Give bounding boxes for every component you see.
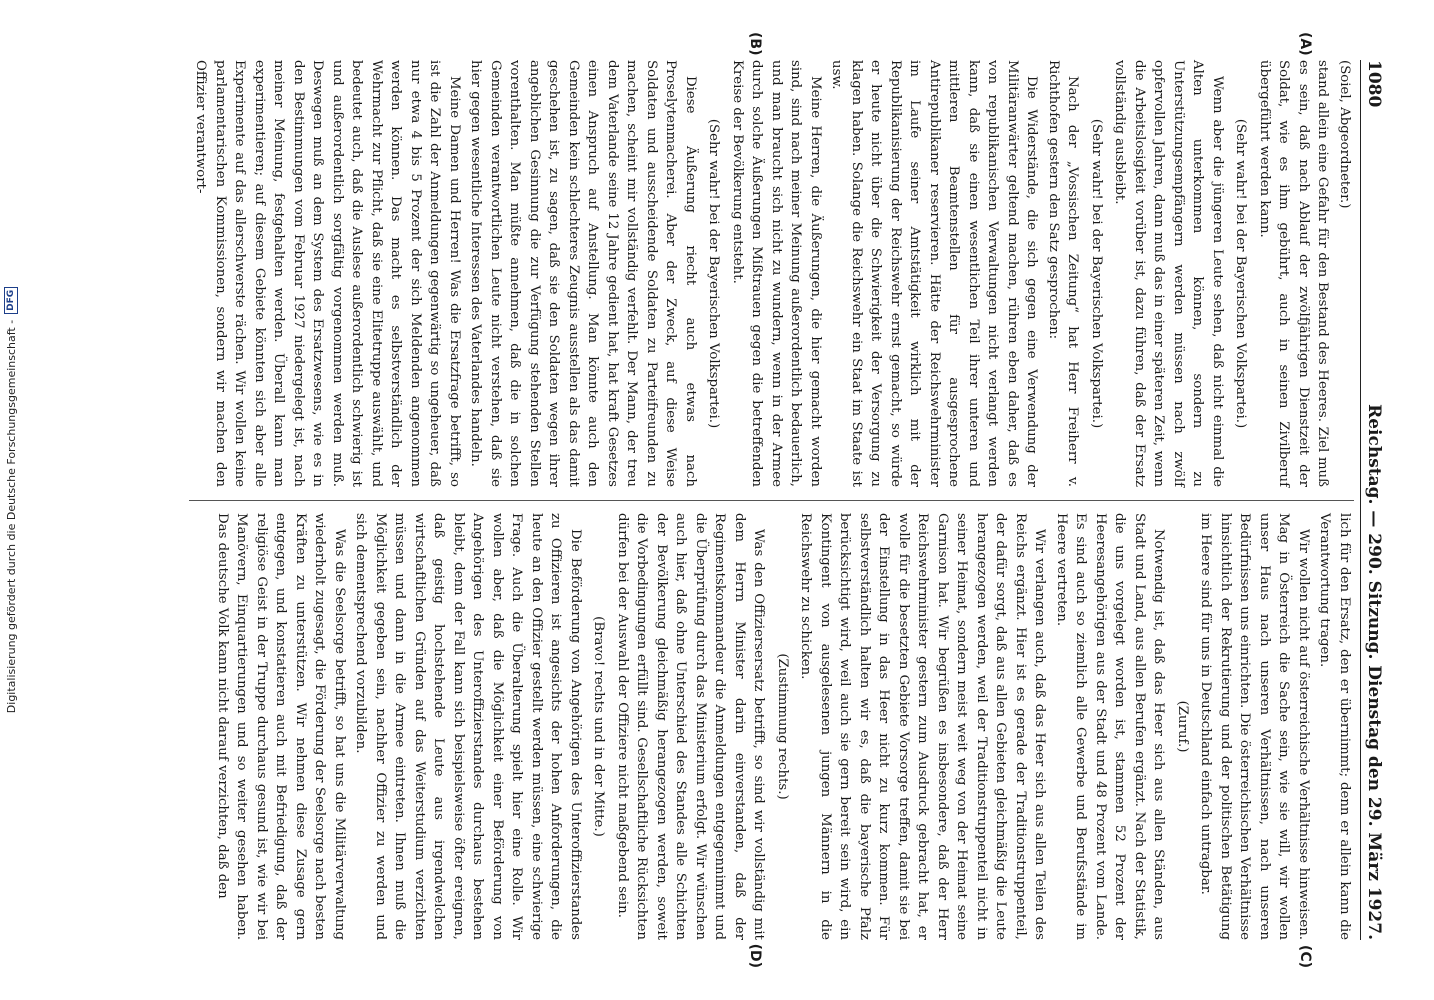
paragraph: (Soiel, Abgeordneter.) (1337, 60, 1352, 209)
paragraph: Diese Äußerung riecht auch etwas nach Proselytenmacherei. Aber der Zweck, auf diese Weise Soldaten und ausscheidende Soldaten zu Parteifreunden zu machen, scheint mir vollständig verfehlt. Der Mann, der treu dem Vaterlande seine 12 Jahre gedient hat, hat kraft Gesetzes einen Anspruch auf Anstellung. Man könnte auch den Gemeinden kein schlechteres Zeugnis ausstellen als das damit geschehen ist, zu sagen, daß sie den Soldaten wegen ihrer angeblichen Gesinnung die zur Verfügung stehenden Stellen vorenthalten. Man müßte annehmen, daß die in solchen Gemeinden verantwortlichen Leute nicht verstehen, daß sie hier gegen wesentliche Interessen des Vaterlandes handeln. (468, 60, 698, 487)
interjection: (Bravo! rechts und in der Mitte.) (591, 616, 607, 837)
margin-marker-b: (B) (747, 32, 763, 56)
page-header (1360, 60, 1384, 940)
paragraph: Notwendig ist, daß das Heer sich aus allen Ständen, aus Stadt und Land, aus allen Berufen ergänzt. Nach der Statistik, die uns vorgelegt worden ist, stammen 52 Prozent der Heeresangehörigen aus der Stadt und 48 Prozent vom Lande. Es sind auch so ziemlich alle Gewerbe und Berufsstände im Heere vertreten. (1054, 513, 1167, 940)
column-divider (189, 500, 1354, 501)
interjection: (Sehr wahr! bei der Bayerischen Volkspartei.) (1089, 118, 1104, 429)
interjection: (Zustimmung rechts.) (775, 653, 790, 800)
paragraph: Nach der „Vossischen Zeitung“ hat Herr Freiherr v. Richthofen gestern den Satz gesprochen: (1046, 60, 1081, 487)
page-number: 1080 (1364, 60, 1384, 108)
dfg-logo: DFG (4, 287, 18, 314)
page-title: Reichstag. — 290. Sitzung. Dienstag den 29. März 1927. (1364, 404, 1384, 940)
paragraph: Meine Herren, die Äußerungen, die hier gemacht worden sind, sind nach meiner Meinung außerordentlich bedauerlich, und man braucht sich nicht zu wundern, wenn in der Armee durch solche Äußerungen Mißtrauen gegen die betreffenden Kreise der Bevölkerung entsteht. (730, 60, 823, 487)
newspaper-page (182, 30, 1392, 970)
interjection: (Sehr wahr! bei der Bayerischen Volkspartei.) (1233, 118, 1249, 429)
column-right (189, 513, 1354, 968)
paragraph: Wenn aber die jüngeren Leute sehen, daß nicht einmal die Alten unterkommen können, sondern zu Unterstützungsempfängern werden müssen nach zwölf opfervollen Jahren, dann muß das in einer späteren Zeit, wenn die Arbeitslosigkeit vorüber ist, dazu führen, daß der Ersatz vollständig ausbleibt. (1112, 60, 1225, 487)
digitization-credit (0, 0, 22, 1000)
paragraph: Meine Damen und Herren! Was die Ersatzfrage betrifft, so ist die Zahl der Anmeldungen gegenwärtig so ungeheuer, daß nur etwa 4 bis 5 Prozent der sich Meldenden angenommen werden können. Das macht es selbstverständlich der Wehrmacht zur Pflicht, daß sie eine Elitetruppe auswählt, und bedeutet auch, daß die Auslese außerordentlich schwierig ist und außerordentlich sorgfältig vorgenommen werden muß. Deswegen muß an dem System des Ersatzwesens, wie es in den Bestimmungen vom Februar 1927 niedergelegt ist, nach meiner Meinung, festgehalten werden. Überall kann man experimentieren; auf diesem Gebiete könnten sich aber alle Experimente auf das allerschwerste rächen. Wir wollen keine parlamentarischen Kommissionen, sondern wir machen den Offizier verantwort- (193, 60, 462, 487)
paragraph: Was den Offiziersersatz betrifft, so sind wir vollständig mit dem Herrn Minister darin einverstanden, daß der Regimentskommandeur die Anmeldungen entgegennimmt und die Überprüfung durch das Ministerium erfolgt. Wir wünschen auch hier, daß ohne Unterschied des Standes alle Schichten der Bevölkerung gleichmäßig herangezogen werden, soweit die Vorbedingungen erfüllt sind. Gesellschaftliche Rücksichten dürfen bei der Auswahl der Offiziere nicht maßgebend sein. (615, 513, 767, 940)
paragraph: Wir wollen nicht auf österreichische Verhältnisse hinweisen. Mag in Österreich die Sache sein, wie sie will, wir wollen unser Haus nach unseren Verhältnissen, nach unseren Bedürfnissen uns einrichten. Die österreichischen Verhältnisse hinsichtlich der Rekrutierung und der politischen Betätigung im Heere sind für uns in Deutschland einfach untragbar. (1198, 513, 1311, 940)
paragraph: Die Beförderung von Angehörigen des Unteroffizierstandes zu Offizieren ist angesichts der hohen Anforderungen, die heute an den Offizier gestellt werden müssen, eine schwierige Frage. Auch die Überalterung spielt hier eine Rolle. Wir wollen aber, daß die Möglichkeit einer Beförderung von Angehörigen des Unteroffizierstandes durchaus bestehen bleibt, denn der Fall kann sich beispielsweise öfter ereignen, daß geistig hochstehende Leute aus irgendwelchen wirtschaftlichen Gründen auf das Weiterstudium verzichten müssen und dann in die Armee eintreten. Ihnen muß die Möglichkeit gegeben sein, nachher Offizier zu werden und sich dementsprechend vorzubilden. (353, 513, 583, 940)
paragraph: stand allein eine Gefahr für den Bestand des Heeres. Ziel muß es sein, daß nach Ablauf der zwölfjährigen Dienstzeit der Soldat, wie es ihm gebührt, auch in seinen Zivilberuf übergeführt werden kann. (1257, 60, 1331, 487)
paragraph: lich für den Ersatz, den er übernimmt; denn er allein kann die Verantwortung tragen. (1317, 513, 1352, 940)
interjection: (Sehr wahr! bei der Bayerischen Volkspartei.) (706, 118, 722, 429)
margin-marker-d: (D) (747, 943, 763, 968)
paragraph: Wir verlangen auch, daß das Heer sich aus allen Teilen des Reichs ergänzt. Hier ist es gerade der Traditionstruppenteil, der dafür sorgt, daß aus allen Gebieten gleichmäßig die Leute herangezogen werden, weil der Traditionstruppenteil nicht in seiner Heimat, sondern meist weit weg von der Heimat seine Garnison hat. Wir begrüßen es insbesondere, daß der Herr Reichswehrminister gestern zum Ausdruck gebracht hat, er wolle für die besetzten Gebiete Vorsorge treffen, damit sie bei der Einstellung in das Heer nicht zu kurz kommen. Für selbstverständlich halten wir es, daß die bayerische Pfalz berücksichtigt wird, weil auch sie gern bereit sein wird, ein Kontingent von ausgelesenen jungen Männern in die Reichswehr zu schicken. (798, 513, 1048, 940)
paragraph: Die Widerstände, die sich gegen eine Verwendung der Militäranwärter geltend machen, rühren eben daher, daß es von republikanischen Verwaltungen nicht verlangt werden kann, daß sie einen wesentlichen Teil ihrer unteren und mittleren Beamtenstellen für ausgesprochene Antirepublikaner reservieren. Hätte der Reichswehrminister im Laufe seiner Amtstätigkeit wirklich mit der Republikanisierung der Reichswehr ernst gemacht, so würde er heute nicht über die Schwierigkeit der Versorgung zu klagen haben. Solange die Reichswehr ein Staat im Staate ist usw. (829, 60, 1040, 487)
margin-marker-a: (A) (1297, 32, 1313, 56)
margin-marker-c: (C) (1297, 944, 1313, 968)
credit-text: Digitalisierung gefördert durch die Deutsche Forschungsgemeinschaft - (4, 319, 18, 714)
paragraph: Was die Seelsorge betrifft, so hat uns die Militärverwaltung wiederholt zugesagt, die Förderung der Seelsorge nach besten Kräften zu unterstützen. Wir nehmen diese Zusage gern entgegen, und konstatieren auch mit Befriedigung, daß der religiöse Geist in der Truppe durchaus gesund ist, wie wir bei Manövern, Einquartierungen und so weiter gesehen haben. Das deutsche Volk kann nicht darauf verzichten, daß den (215, 513, 347, 940)
interjection: (Zuruf.) (1175, 700, 1190, 753)
column-left (189, 32, 1354, 487)
text-columns (189, 32, 1354, 968)
